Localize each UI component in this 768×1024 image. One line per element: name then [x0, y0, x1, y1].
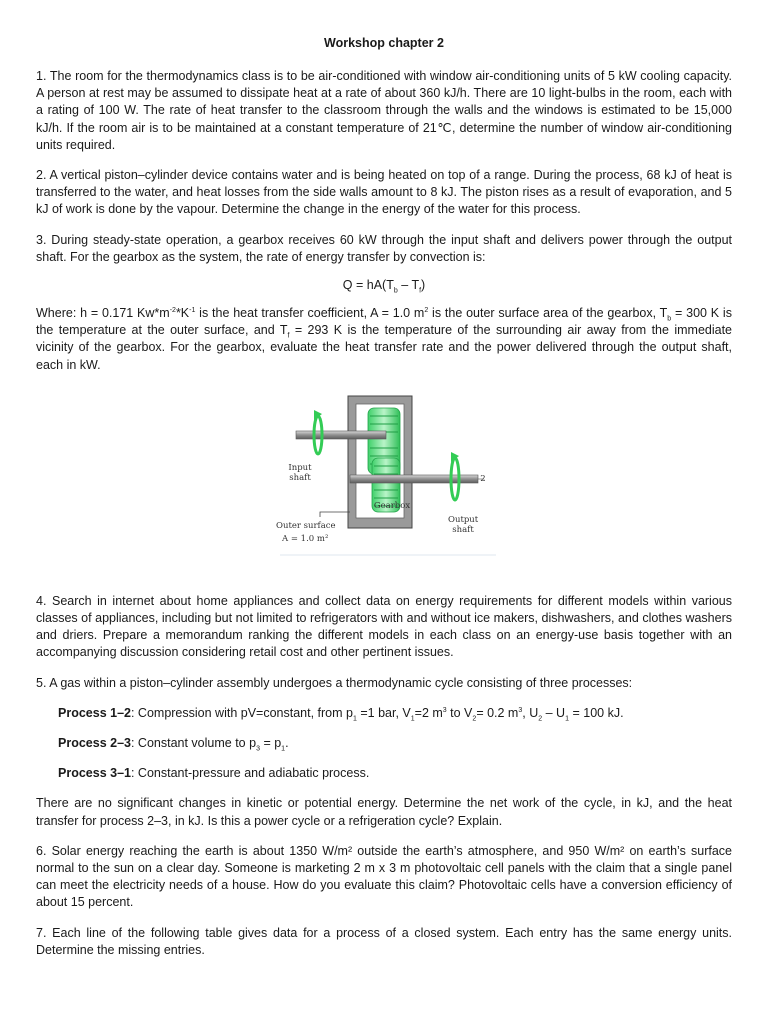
gearbox-figure	[0, 374, 768, 589]
document-title: Workshop chapter 2	[324, 36, 444, 50]
outer-surface-label: Outer surface A = 1.0 m²	[276, 520, 336, 544]
shaft-number-label: 2	[480, 473, 486, 484]
outer-surface-leader	[320, 512, 350, 517]
question-7: 7. Each line of the following table gives data for a process of a closed system. Each entry has the same energy units. Determine the missing entries.	[36, 925, 732, 957]
question-3: 3. During steady-state operation, a gearbox receives 60 kW through the input shaft and delivers power through the output shaft. For the gearbox as the system, the rate of energy transfer by convection is:	[36, 232, 732, 264]
question-2: 2. A vertical piston–cylinder device contains water and is being heated on top of a range. During the process, 68 kJ of heat is transferred to the water, and heat losses from the side walls amount to 8 kJ. The piston rises as a result of evaporation, and 5 kJ of work is done by the vapour. Determine the change in the energy of the water for this process.	[36, 168, 732, 217]
process-3-1: Process 3–1: Constant-pressure and adiabatic process.	[58, 766, 370, 781]
output-shaft-label: Output shaft	[448, 514, 479, 535]
question-1: 1. The room for the thermodynamics class is to be air-conditioned with window air-conditioning units of 5 kW cooling capacity. A person at rest may be assumed to dissipate heat at a rate of about 360 kJ/h. There are 10 light-bulbs in the room, each with a rating of 100 W. The rate of heat transfer to the classroom through the walls and the windows is estimated to be 15,000 kJ/h. If the room air is to be maintained at a constant temperature of 21℃, determine the number of window air-conditioning units required.	[36, 69, 732, 152]
question-5: 5. A gas within a piston–cylinder assembly undergoes a thermodynamic cycle consisting of three processes:	[36, 675, 633, 690]
gearbox-label: Gearbox	[373, 500, 411, 511]
process-2-3: Process 2–3: Constant volume to $p_3 = p_1$.	[58, 736, 289, 753]
process-1-2: Process 1–2: Compression with pV=constant, from $p_1 =1$ bar, $V_1=2$ $m^3$ to $V_2= 0.2$ $m^3$, $U_2 - U_1 = 100$ kJ.	[58, 705, 624, 723]
gearbox-diagram	[0, 374, 768, 589]
input-shaft	[296, 431, 386, 439]
question-5-continued: There are no significant changes in kinetic or potential energy. Determine the net work of the cycle, in kJ, and the heat transfer for process 2–3, in kJ. Is this a power cycle or a refrigeration cycle? Explain.	[36, 796, 732, 828]
question-6: 6. Solar energy reaching the earth is about 1350 W/m² outside the earth’s atmosphere, and 950 W/m² on earth’s surface normal to the sun on a clear day. Someone is marketing 2 m x 3 m photovoltaic cell panels with the claim that a single panel can meet the electricity needs of a house. How do you evaluate this claim? Photovoltaic cells have a conversion efficiency of about 15 percent.	[36, 843, 732, 910]
question-3-where: Where: h = 0.171 $Kw*m^{-2}*K^{-1}$ is the heat transfer coefficient, A = 1.0 $m^2$ is the outer surface area of the gearbox, $T_b = 300$ K is the temperature at the outer surface, and $T_f = 293$ K is the temperature of the surrounding air away from the immediate vicinity of the gearbox. For the gearbox, evaluate the heat transfer rate and the power delivered through the output shaft, each in kW.	[36, 306, 733, 372]
input-shaft-label: Input shaft	[288, 462, 312, 483]
question-4: 4. Search in internet about home appliances and collect data on energy requirements for different models within various classes of appliances, including but not limited to refrigerators with and without ice makers, dishwashers, and clothes washers and driers. Prepare a memorandum ranking the different models in each class on an energy-use basis together with an accompanying discussion considering retail cost and other pertinent issues.	[36, 593, 732, 660]
convection-equation: $Q = hA(T_b - T_f)$	[342, 278, 426, 295]
